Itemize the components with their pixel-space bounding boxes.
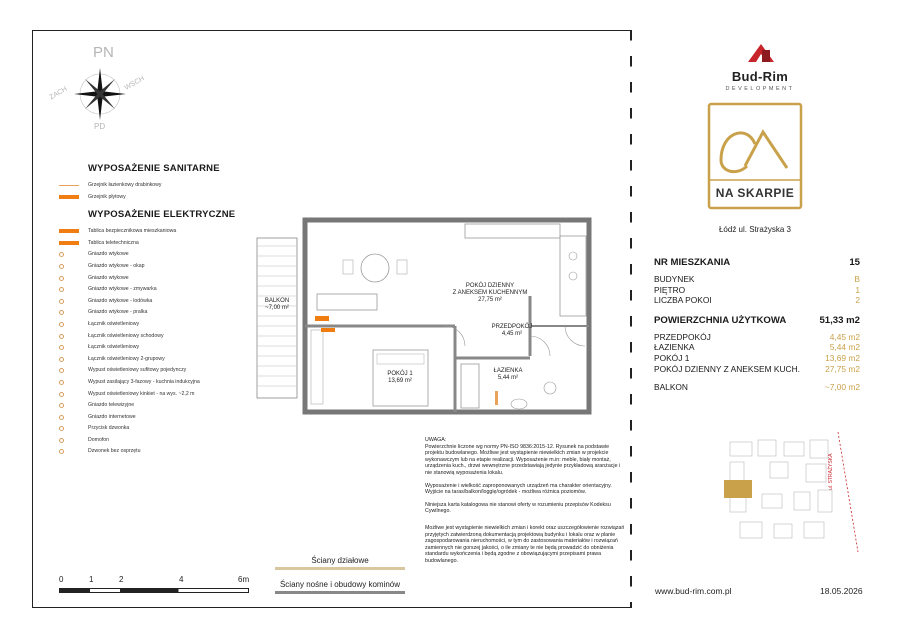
legend-item [55, 180, 255, 192]
sanitary-title: WYPOSAŻENIE SANITARNE [88, 163, 220, 174]
legend-item-label: Łącznik oświetleniowy schodowy [88, 332, 164, 339]
scale-bar-graphic [59, 588, 249, 593]
legend-symbol-icon [59, 287, 83, 293]
legend-item [55, 423, 255, 435]
project-address: Łódź ul. Strażyska 3 [718, 225, 792, 234]
legend-item [55, 446, 255, 458]
notes-heading: UWAGA: [425, 437, 447, 443]
legend-item-label: Wypust oświetleniowy sufitowy pojedynczy [88, 367, 187, 374]
floor-row: PIĘTRO 1 [654, 284, 860, 295]
legend-item [55, 342, 255, 354]
site-map-drawing [710, 432, 870, 552]
legend-symbol-icon [59, 345, 83, 351]
legend-item [55, 192, 255, 204]
legend-item [55, 261, 255, 273]
legend-item [55, 319, 255, 331]
legend-symbol-icon [59, 392, 83, 398]
room-area-row [654, 353, 860, 364]
legend-symbol-icon [59, 299, 83, 305]
legend-item [55, 238, 255, 250]
legend-item-label: Gniazdo internetowe [88, 413, 136, 420]
legend-item-label: Łącznik oświetleniowy 2-grupowy [88, 355, 165, 362]
legend-item-label: Gniazdo wtykowe [88, 251, 129, 258]
partition-walls-swatch [275, 567, 405, 570]
legend-item [55, 307, 255, 319]
project-name: NA SKARPIE [715, 186, 795, 200]
apartment-info [654, 256, 860, 393]
legend-item [55, 284, 255, 296]
legend-item-label: Wypust zasilający 3-fazowy - kuchnia indukcyjna [88, 378, 200, 385]
hall-label: PRZEDPOKÓJ 4,45 m² [491, 324, 533, 337]
legend-item [55, 377, 255, 389]
compass-north-label: PN [93, 44, 114, 61]
balcony-row: BALKON ~7,00 m2 [654, 382, 860, 393]
street-label: ul. STRAŻYSKA [828, 453, 834, 490]
bearing-walls-swatch [275, 591, 405, 594]
legend-item-label: Gniazdo wtykowe [88, 274, 129, 281]
cut-line [630, 30, 634, 608]
scale-bar [55, 575, 255, 605]
building-row: BUDYNEK B [654, 274, 860, 284]
room-area-label: POKÓJ 1 [654, 352, 690, 363]
bearing-walls-label: Ściany nośne i obudowy kominów [279, 580, 401, 589]
disclaimer-notes [425, 437, 625, 571]
legend-item-label: Gniazdo wtykowe - zmywarka [88, 286, 157, 293]
legend-item-label: Przycisk dzwonka [88, 425, 130, 432]
legend-symbol-icon [59, 310, 83, 316]
legend-symbol-icon [59, 426, 83, 432]
project-logo [707, 102, 803, 212]
legend-symbol-icon [59, 241, 83, 247]
legend-item-label: Gniazdo telewizyjne [88, 402, 135, 409]
legend-item-label: Grzejnik łazienkowy drabinkowy [88, 182, 162, 188]
legend-item-label: Gniazdo wtykowe - lodówka [88, 297, 153, 304]
bathroom-label: ŁAZIENKA 5,44 m² [493, 368, 523, 381]
legend-item-label: Gniazdo wtykowe - pralka [88, 309, 148, 316]
living-room-label: POKÓJ DZIENNY Z ANEKSEM KUCHENNYM 27,75 m² [452, 283, 528, 303]
legend-symbol-icon [59, 229, 83, 235]
scale-tick: 2 [119, 575, 124, 584]
electric-title: WYPOSAŻENIE ELEKTRYCZNE [88, 209, 236, 221]
room-area-label: ŁAZIENKA [654, 342, 695, 353]
legend-symbol-icon [59, 252, 83, 258]
equipment-legend [55, 163, 255, 458]
legend-item [55, 226, 255, 238]
legend-item-label: Wypust oświetleniowy kinkiet - na wys. ~2,2 m [88, 390, 195, 397]
legend-item [55, 331, 255, 343]
legend-item-label: Łącznik oświetleniowy [88, 320, 140, 327]
room-area-row [654, 342, 860, 353]
compass-rose [48, 42, 146, 137]
scale-tick: 4 [179, 575, 184, 584]
legend-symbol-icon [59, 195, 83, 201]
compass-south-label: PD [94, 122, 106, 131]
scale-tick: 1 [89, 575, 94, 584]
compass-west-label: ZACH [48, 85, 69, 102]
rooms-row: LICZBA POKOI 2 [654, 295, 860, 306]
bud-rim-logo-icon [716, 40, 806, 70]
floor-plan-drawing [255, 216, 600, 416]
room1-label: POKÓJ 1 13,69 m² [387, 371, 413, 384]
legend-item [55, 296, 255, 308]
legend-item-label: Grzejnik płytowy [88, 193, 126, 200]
room-area-row [654, 364, 860, 375]
legend-symbol-icon [59, 334, 83, 340]
legend-symbol-icon [59, 438, 83, 444]
legend-item [55, 354, 255, 366]
notes-paragraph-2: Wyposażenie i wielkość zaproponowanych urządzeń ma charakter orientacyjny. Wyjście na taras/balkon/loggię/ogródek - możliwa różnica poziomów. [425, 482, 612, 496]
legend-item-label: Gniazdo wtykowe - okap [88, 262, 145, 269]
wall-legend [275, 556, 405, 604]
legend-symbol-icon [59, 380, 83, 386]
legend-symbol-icon [59, 368, 83, 374]
legend-item [55, 412, 255, 424]
legend-item-label: Dzwonek bez osprzętu [88, 448, 141, 455]
brand-subtitle: DEVELOPMENT [725, 86, 795, 92]
legend-symbol-icon [59, 183, 83, 189]
legend-item-label: Łącznik oświetleniowy [88, 344, 140, 351]
document-date: 18.05.2026 [820, 586, 863, 596]
legend-item [55, 365, 255, 377]
room-area-row [654, 332, 860, 343]
room-area-label: PRZEDPOKÓJ [654, 331, 711, 342]
legend-item-label: Tablica bezpiecznikowa mieszkaniowa [88, 228, 177, 235]
legend-symbol-icon [59, 276, 83, 282]
room-area-value: 13,69 m2 [825, 352, 860, 363]
room-area-value: 5,44 m2 [829, 342, 860, 353]
compass-east-label: WSCH [123, 75, 146, 92]
legend-symbol-icon [59, 415, 83, 421]
legend-symbol-icon [59, 449, 83, 455]
legend-item [55, 249, 255, 261]
legend-item [55, 435, 255, 447]
room-area-label: POKÓJ DZIENNY Z ANEKSEM KUCH. [654, 363, 800, 374]
legend-symbol-icon [59, 403, 83, 409]
notes-paragraph-1: Powierzchnie liczone wg normy PN-ISO 9836:2015-12. Rysunek na podstawie projektu budowlanego. Możliwe jest wystąpienie niewielkich zmian w projekcie wykonawczym lub na etapie realizacji. Wyposażenie m.in: meble, biały montaż, urządzenia kuch., drzwi wewnętrzne przedstawiają jedynie przykładową aranżacje i nie stanowią wyposażenia lokalu. [425, 443, 621, 476]
room-area-value: 4,45 m2 [829, 331, 860, 342]
legend-item [55, 273, 255, 285]
legend-symbol-icon [59, 357, 83, 363]
legend-symbol-icon [59, 322, 83, 328]
legend-item-label: Domofon [88, 436, 110, 443]
legend-item-label: Tablica teletechniczna [88, 239, 139, 246]
usable-area-row: POWIERZCHNIA UŻYTKOWA 51,33 m2 [654, 314, 860, 326]
scale-tick: 0 [59, 575, 64, 584]
notes-paragraph-3: Niniejsza karta katalogowa nie stanowi oferty w rozumieniu przepisów Kodeksu Cywilnego. [425, 501, 611, 515]
apartment-number-row: NR MIESZKANIA 15 [654, 257, 860, 268]
room-area-value: 27,75 m2 [825, 363, 860, 374]
brand-name: Bud-Rim [731, 69, 789, 84]
balcony-label: BALKON ~7,00 m² [264, 298, 290, 311]
partition-walls-label: Ściany działowe [311, 556, 369, 565]
legend-symbol-icon [59, 264, 83, 270]
site-map [710, 432, 870, 552]
legend-item [55, 389, 255, 401]
floor-plan [255, 216, 600, 416]
notes-paragraph-4: Możliwe jest wystąpienie niewielkich zmian i korekt oraz uszczegółowienie rozwiązań przyjętych zatwierdzoną dokumentacją projektową budynku i lokalu oraz w planie zagospodarowania nieruchomości, w tym do zastosowania materiałów i rozwiązań zamiennych nie gorszej jakości, o ile zmiany te nie będą prowadzić do obniżenia standardu wykończenia i będą zgodne z obowiązującymi przepisami prawa budowlanego. [425, 524, 625, 564]
legend-item [55, 400, 255, 412]
website-link[interactable]: www.bud-rim.com.pl [655, 586, 732, 596]
scale-tick: 6m [238, 575, 250, 584]
